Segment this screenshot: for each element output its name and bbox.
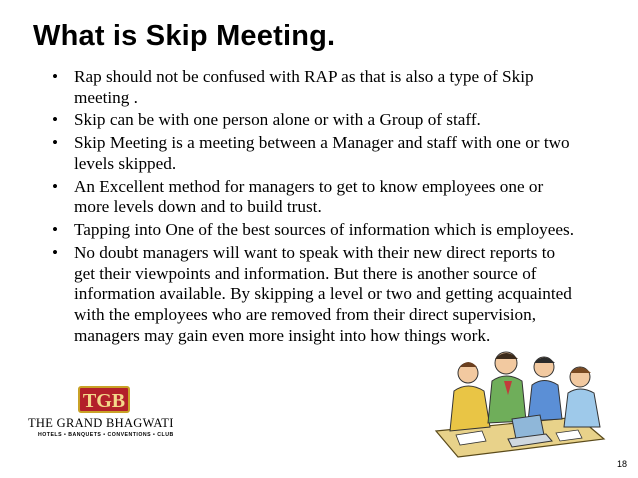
bullet-icon: • — [52, 176, 59, 196]
list-item — [52, 133, 577, 174]
business-meeting-illustration-icon — [428, 335, 608, 463]
page-number: 18 — [616, 459, 627, 469]
list-item — [52, 243, 577, 346]
bullet-icon: • — [52, 67, 59, 86]
bullet-icon: • — [52, 220, 59, 240]
bullet-text: An Excellent method for managers to get to know employees one or more levels down and to build trust. — [74, 176, 544, 217]
list-item — [52, 220, 577, 241]
bullet-icon: • — [52, 133, 59, 153]
logo-tagline: HOTELS • BANQUETS • CONVENTIONS • CLUB — [38, 432, 174, 438]
bullet-text: Rap should not be confused with RAP as that is also a type of Skip meeting . — [74, 67, 534, 107]
bullet-text: Tapping into One of the best sources of information which is employees. — [74, 220, 574, 240]
bullet-icon: • — [52, 243, 59, 263]
logo-mark: TGB — [78, 386, 130, 413]
bullet-text: No doubt managers will want to speak with their new direct reports to get their viewpoints and information. But there is another source of information available. By skipping a level or two and getting acquainted with the employees who are removed from their direct supervision, managers may gain even more insight into how things work. — [74, 243, 572, 345]
list-item — [52, 67, 577, 108]
list-item — [52, 177, 577, 218]
hotel-logo — [28, 386, 183, 444]
bullet-icon: • — [52, 110, 59, 130]
bullet-text: Skip can be with one person alone or with a Group of staff. — [74, 110, 481, 130]
list-item — [52, 110, 577, 131]
logo-name: THE GRAND BHAGWATI — [28, 416, 174, 430]
bullet-list — [52, 67, 577, 349]
slide-title: What is Skip Meeting. — [33, 20, 336, 52]
bullet-text: Skip Meeting is a meeting between a Manager and staff with one or two levels skipped. — [74, 133, 570, 173]
